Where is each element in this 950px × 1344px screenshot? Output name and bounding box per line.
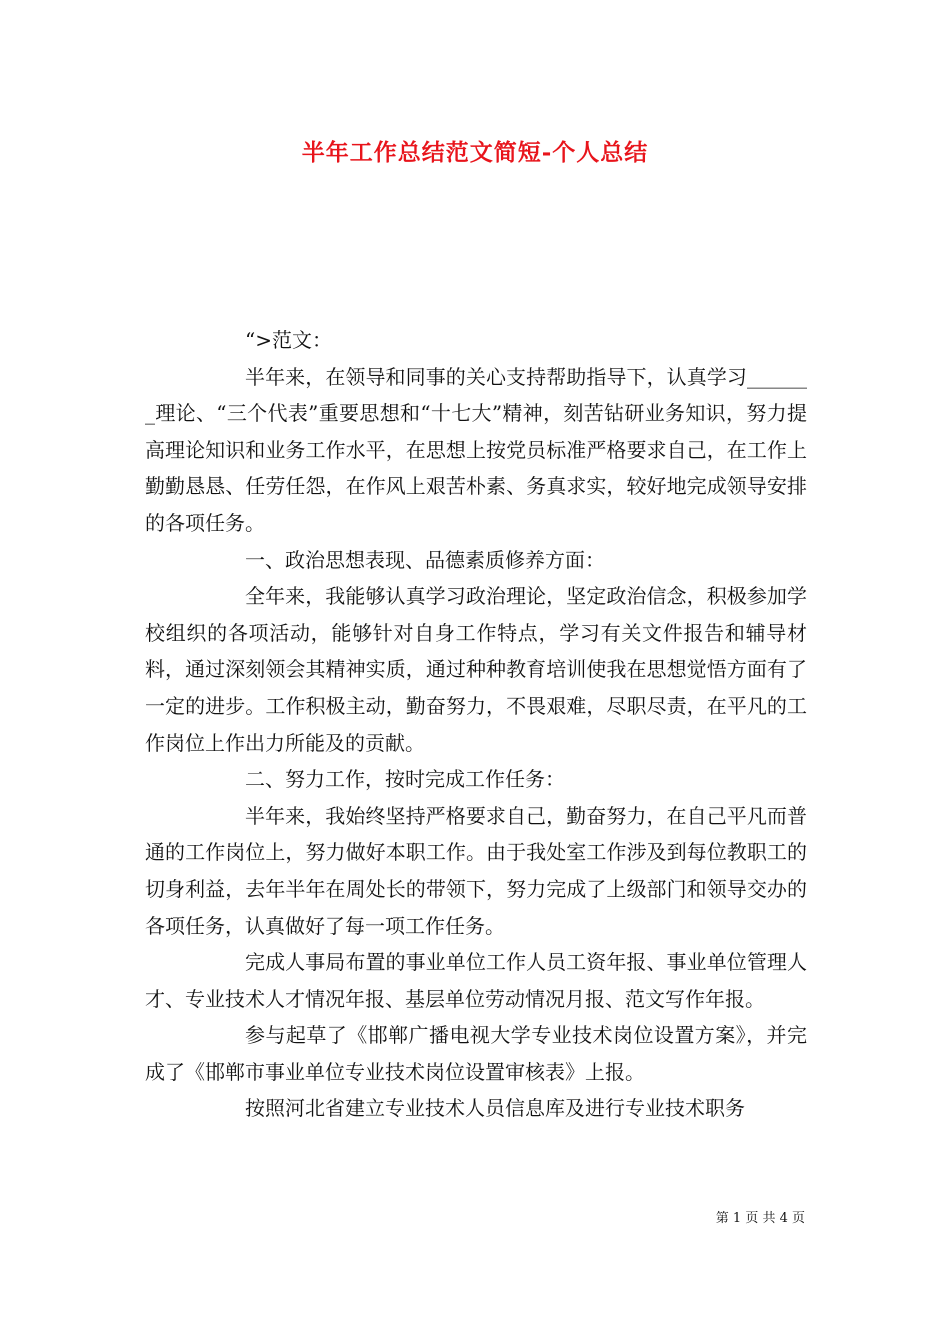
page-footer: 第 1 页 共 4 页 (715, 1211, 805, 1226)
section-heading-political: 一、政治思想表现、品德素质修养方面： (245, 547, 605, 572)
paragraph-drafting: 参与起草了《邯郸广播电视大学专业技术岗位设置方案》，并完成了《邯郸市事业单位专业技术岗位设置审核表》上报。 (145, 1023, 807, 1084)
paragraph-work: 半年来，我始终坚持严格要求自己，勤奋努力，在自己平凡而普通的工作岗位上，努力做好本职工作。由于我处室工作涉及到每位教职工的切身利益，去年半年在周处长的带领下，努力完成了上级部门和领导交办的各项任务，认真做好了每一项工作任务。 (145, 803, 807, 938)
paragraph-database: 按照河北省建立专业技术人员信息库及进行专业技术职务 (245, 1096, 745, 1121)
document-body (145, 322, 807, 1127)
section-heading-work: 二、努力工作，按时完成工作任务： (245, 767, 565, 792)
document-title: 半年工作总结范文简短-个人总结 (301, 139, 649, 166)
paragraph-political: 全年来，我能够认真学习政治理论，坚定政治信念，积极参加学校组织的各项活动，能够针对自身工作特点，学习有关文件报告和辅导材料，通过深刻领会其精神实质，通过种种教育培训使我在思想觉悟方面有了一定的进步。工作积极主动，勤奋努力，不畏艰难，尽职尽责，在平凡的工作岗位上作出力所能及的贡献。 (145, 584, 807, 755)
paragraph-intro: “>范文： (245, 328, 332, 352)
paragraph-reports: 完成人事局布置的事业单位工作人员工资年报、事业单位管理人才、专业技术人才情况年报、基层单位劳动情况月报、范文写作年报。 (145, 950, 807, 1011)
paragraph-summary: 半年来，在领导和同事的关心支持帮助指导下，认真学习_______理论、“三个代表”重要思想和“十七大”精神，刻苦钻研业务知识，努力提高理论知识和业务工作水平，在思想上按党员标准严格要求自己，在工作上勤勤恳恳、任劳任怨，在作风上艰苦朴素、务真求实，较好地完成领导安排的各项任务。 (145, 364, 807, 535)
